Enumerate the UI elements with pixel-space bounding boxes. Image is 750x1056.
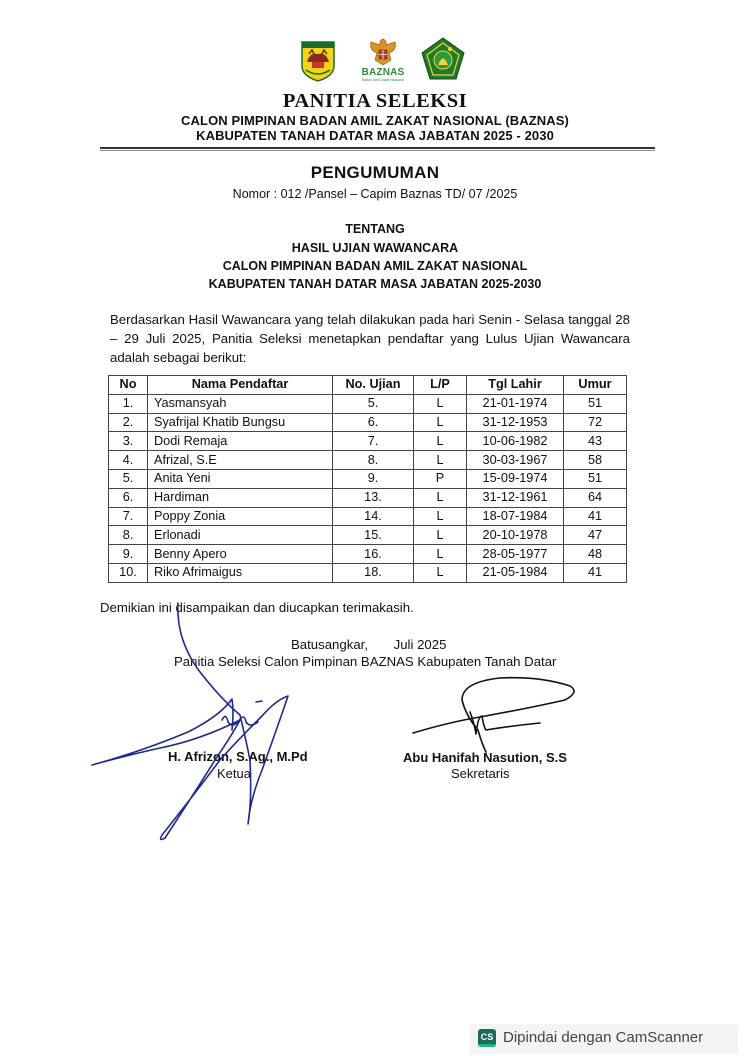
camscanner-logo-icon: CS	[478, 1029, 496, 1047]
announcement-title: PENGUMUMAN	[310, 163, 440, 182]
cell-gender: P	[414, 469, 467, 488]
cell-exam-number: 8.	[333, 451, 414, 470]
chair-name: H. Afrizon, S.Ag., M.Pd	[168, 749, 308, 764]
cell-exam-number: 7.	[333, 432, 414, 451]
kemenag-emblem-icon	[420, 36, 466, 82]
cell-no: 5.	[109, 469, 148, 488]
results-table	[108, 375, 627, 583]
table-row	[109, 451, 627, 470]
chair-role: Ketua	[217, 766, 251, 781]
cell-exam-number: 6.	[333, 413, 414, 432]
cell-name: Anita Yeni	[148, 469, 333, 488]
baznas-logo-text: BAZNAS	[361, 67, 405, 78]
cell-age: 51	[564, 469, 627, 488]
cell-gender: L	[414, 545, 467, 564]
table-row	[109, 394, 627, 413]
committee-title: PANITIA SELEKSI	[282, 90, 468, 112]
about-line: KABUPATEN TANAH DATAR MASA JABATAN 2025-2030	[208, 277, 542, 291]
cell-name: Yasmansyah	[148, 394, 333, 413]
column-header-exam-number: No. Ujian	[333, 376, 414, 395]
cell-birth-date: 18-07-1984	[467, 507, 564, 526]
committee-signature-heading: Panitia Seleksi Calon Pimpinan BAZNAS Kabupaten Tanah Datar	[174, 654, 557, 669]
table-row	[109, 469, 627, 488]
cell-age: 43	[564, 432, 627, 451]
cell-exam-number: 18.	[333, 563, 414, 582]
column-header-birth-date: Tgl Lahir	[467, 376, 564, 395]
committee-subtitle-line2: KABUPATEN TANAH DATAR MASA JABATAN 2025 - 2030	[196, 128, 554, 143]
cell-name: Benny Apero	[148, 545, 333, 564]
cell-exam-number: 15.	[333, 526, 414, 545]
cell-exam-number: 14.	[333, 507, 414, 526]
cell-gender: L	[414, 413, 467, 432]
cell-no: 9.	[109, 545, 148, 564]
cell-exam-number: 5.	[333, 394, 414, 413]
cell-birth-date: 21-01-1974	[467, 394, 564, 413]
baznas-logo-subtext: Badan Amil Zakat Nasional	[361, 78, 405, 82]
cell-no: 2.	[109, 413, 148, 432]
intro-paragraph: Berdasarkan Hasil Wawancara yang telah dilakukan pada hari Senin - Selasa tanggal 28 – 29 Juli 2025, Panitia Seleksi menetapkan pendaftar yang Lulus Ujian Wawancara adalah sebagai berikut:	[110, 312, 630, 365]
about-line: HASIL UJIAN WAWANCARA	[291, 241, 459, 255]
cell-exam-number: 9.	[333, 469, 414, 488]
cell-no: 10.	[109, 563, 148, 582]
cell-age: 72	[564, 413, 627, 432]
cell-age: 41	[564, 507, 627, 526]
cell-birth-date: 28-05-1977	[467, 545, 564, 564]
cell-birth-date: 10-06-1982	[467, 432, 564, 451]
cell-age: 51	[564, 394, 627, 413]
table-row	[109, 526, 627, 545]
chair-signature-icon	[92, 603, 288, 839]
about-heading: TENTANG	[345, 222, 405, 236]
cell-name: Poppy Zonia	[148, 507, 333, 526]
cell-name: Hardiman	[148, 488, 333, 507]
cell-age: 48	[564, 545, 627, 564]
cell-gender: L	[414, 432, 467, 451]
camscanner-label: Dipindai dengan CamScanner	[503, 1029, 704, 1046]
cell-age: 58	[564, 451, 627, 470]
committee-subtitle-line1: CALON PIMPINAN BADAN AMIL ZAKAT NASIONAL (BAZNAS)	[181, 113, 569, 128]
cell-name: Syafrijal Khatib Bungsu	[148, 413, 333, 432]
secretary-name: Abu Hanifah Nasution, S.S	[403, 750, 567, 765]
cell-name: Erlonadi	[148, 526, 333, 545]
cell-birth-date: 31-12-1961	[467, 488, 564, 507]
cell-age: 47	[564, 526, 627, 545]
cell-gender: L	[414, 488, 467, 507]
garuda-emblem-icon	[365, 36, 401, 68]
cell-birth-date: 20-10-1978	[467, 526, 564, 545]
closing-text: Demikian ini disampaikan dan diucapkan terimakasih.	[100, 600, 414, 615]
secretary-signature-icon	[413, 678, 574, 752]
table-row	[109, 507, 627, 526]
column-header-gender: L/P	[414, 376, 467, 395]
about-line: CALON PIMPINAN BADAN AMIL ZAKAT NASIONAL	[222, 259, 528, 273]
cell-no: 6.	[109, 488, 148, 507]
column-header-age: Umur	[564, 376, 627, 395]
cell-birth-date: 21-05-1984	[467, 563, 564, 582]
cell-name: Afrizal, S.E	[148, 451, 333, 470]
place-date: Batusangkar, Juli 2025	[291, 637, 447, 652]
column-header-no: No	[109, 376, 148, 395]
cell-gender: L	[414, 563, 467, 582]
table-row	[109, 432, 627, 451]
cell-age: 64	[564, 488, 627, 507]
cell-no: 4.	[109, 451, 148, 470]
cell-gender: L	[414, 451, 467, 470]
cell-birth-date: 15-09-1974	[467, 469, 564, 488]
column-header-name: Nama Pendaftar	[148, 376, 333, 395]
cell-gender: L	[414, 507, 467, 526]
secretary-role: Sekretaris	[451, 766, 510, 781]
cell-birth-date: 30-03-1967	[467, 451, 564, 470]
cell-no: 1.	[109, 394, 148, 413]
cell-no: 3.	[109, 432, 148, 451]
cell-age: 41	[564, 563, 627, 582]
cell-no: 8.	[109, 526, 148, 545]
table-row	[109, 488, 627, 507]
cell-name: Riko Afrimaigus	[148, 563, 333, 582]
table-row	[109, 563, 627, 582]
cell-exam-number: 13.	[333, 488, 414, 507]
table-header-row	[109, 376, 627, 395]
cell-exam-number: 16.	[333, 545, 414, 564]
cell-no: 7.	[109, 507, 148, 526]
header-divider-thick	[100, 147, 655, 149]
cell-gender: L	[414, 526, 467, 545]
cell-birth-date: 31-12-1953	[467, 413, 564, 432]
table-row	[109, 413, 627, 432]
header-divider-thin	[100, 150, 655, 151]
cell-name: Dodi Remaja	[148, 432, 333, 451]
announcement-number: Nomor : 012 /Pansel – Capim Baznas TD/ 07 /2025	[232, 187, 518, 201]
tanah-datar-emblem-icon	[300, 40, 336, 82]
cell-gender: L	[414, 394, 467, 413]
table-row	[109, 545, 627, 564]
